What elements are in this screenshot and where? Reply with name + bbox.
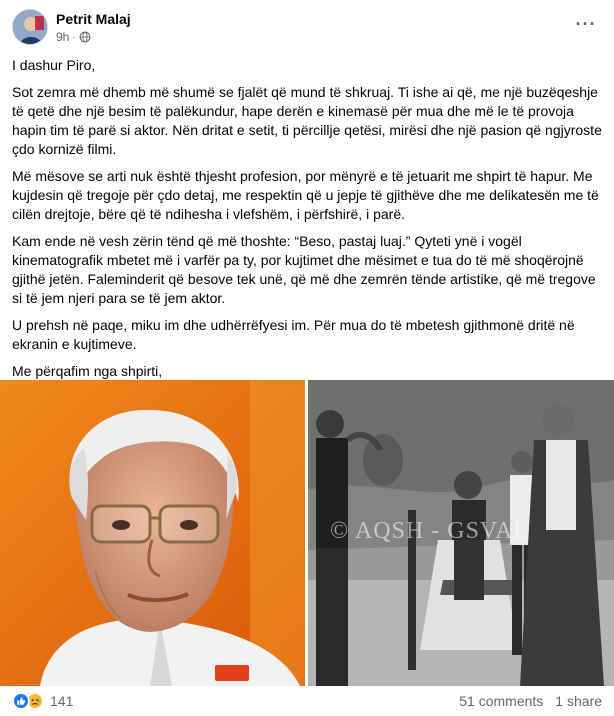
globe-icon[interactable] [79,31,91,43]
engagement-stats [459,693,602,709]
photo-film-still[interactable] [308,380,614,686]
photo-grid [0,380,614,686]
reaction-count: 141 [50,693,74,709]
photo-watermark: © AQSH - GSVAL [330,518,530,544]
photo-portrait[interactable] [0,380,305,686]
post-footer [0,686,614,716]
shares-count[interactable]: 1 share [555,693,602,709]
post-text [12,56,604,400]
author-avatar[interactable] [12,9,48,45]
portrait-image [0,380,305,686]
paragraph-2: Më mësove se arti nuk është thjesht profesion, por mënyrë e të jetuarit me shpirt të hapur. Me kujdesin që tregoje për çdo detaj, me respektin që u jepje të gjithëve dhe me delikatesën me të cilën drejtoje, bëre që të ndihesha i vlefshëm, i përfshirë, i parë. [12,168,599,222]
more-horizontal-icon: ··· [575,13,597,34]
paragraph-4: U prehsh në paqe, miku im dhe udhërrëfyesi im. Për mua do të mbetesh gjithmonë dritë në ekranin e kujtimeve. [12,317,575,352]
meta-separator: · [72,31,76,43]
paragraph-1: Sot zemra më dhemb më shumë se fjalët që mund të shkruaj. Ti ishe ai që, me një buzëqeshje të qetë dhe një besim të palëkundur, hape derën e kinemasë për mua dhe më le të provoja hapin tim të parë si aktor. Nën dritat e setit, ti përcillje qetësi, mirësi dhe një pasion që ngjyroste çdo kornizë filmi. [12,84,602,157]
post-time[interactable]: 9h [56,30,70,44]
like-icon [12,692,30,710]
post-meta [56,30,91,44]
signoff-line-1: Me përqafim nga shpirti, [12,363,163,379]
post-header [0,0,614,52]
paragraph-3: Kam ende në vesh zërin tënd që më thoshte: “Beso, pastaj luaj.” Qyteti ynë i vogël kinematografik mbetet më i varfër pa ty, por kujtimet dhe mësimet e tua do të më shoqërojnë gjithë jetën. Faleminderit që besove tek unë, që më dhe zemrën tënde artistike, që më tregove si të jem njeri para se të jem aktor. [12,233,596,306]
reactions-summary[interactable] [12,692,73,710]
more-options-button[interactable] [574,12,598,36]
author-name[interactable]: Petrit Malaj [56,11,131,27]
comments-count[interactable]: 51 comments [459,693,544,709]
avatar-image [13,10,48,45]
greeting: I dashur Piro, [12,57,96,73]
